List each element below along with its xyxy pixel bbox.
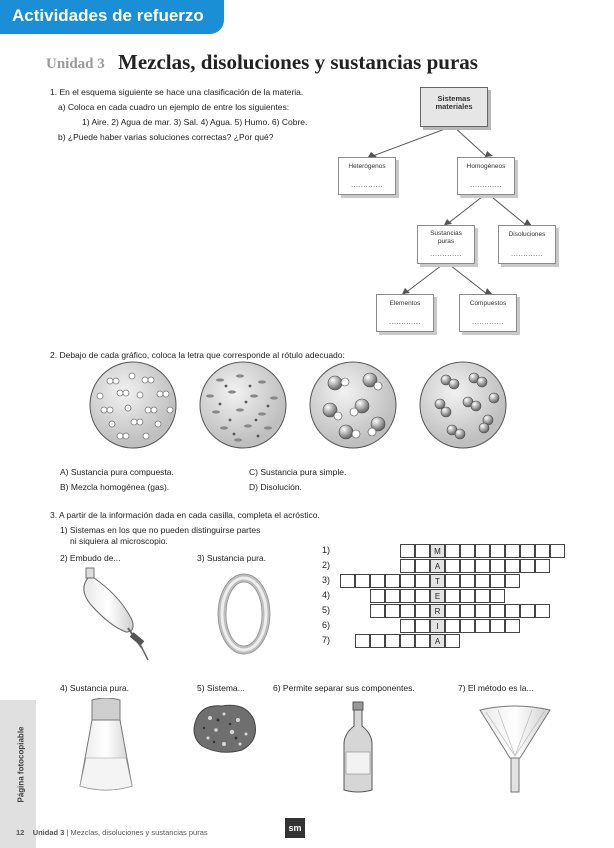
unit-tag: Unidad 3: [46, 56, 105, 72]
acrostic-cell[interactable]: [400, 604, 415, 618]
row-label: 2): [322, 560, 331, 570]
q2-option-a: A) Sustancia pura compuesta.: [60, 467, 174, 477]
particle-diagrams: [0, 358, 614, 458]
ring-illustration: [214, 572, 274, 656]
q3-clue6: 6) Permite separar sus componentes.: [273, 683, 415, 693]
acrostic-cell[interactable]: [445, 559, 460, 573]
acrostic-cell[interactable]: [505, 619, 520, 633]
row-label: 5): [322, 605, 331, 615]
acrostic-cell[interactable]: [475, 604, 490, 618]
box-disoluciones[interactable]: [498, 225, 556, 264]
salt-shaker-illustration: [76, 698, 136, 794]
acrostic-cell[interactable]: [355, 574, 370, 588]
q2-option-c: C) Sustancia pura simple.: [249, 467, 347, 477]
funnel-decantacion-illustration: [78, 566, 158, 664]
acrostic-cell[interactable]: [385, 634, 400, 648]
acrostic-cell[interactable]: [490, 544, 505, 558]
acrostic-cell[interactable]: [535, 544, 550, 558]
filter-funnel-illustration: [476, 700, 554, 796]
acrostic-cell[interactable]: [385, 604, 400, 618]
page-title: Mezclas, disoluciones y sustancias puras: [118, 50, 478, 74]
q1-title: 1. En el esquema siguiente se hace una clasificación de la materia.: [50, 87, 304, 97]
acrostic-cell[interactable]: [520, 559, 535, 573]
footer-unit: Unidad 3: [32, 828, 65, 837]
acrostic-cell[interactable]: [385, 589, 400, 603]
acrostic-cell[interactable]: [415, 619, 430, 633]
q3-clue2: 2) Embudo de...: [60, 553, 121, 563]
sm-logo: sm: [285, 818, 305, 838]
acrostic-cell[interactable]: [370, 634, 385, 648]
acrostic-cell[interactable]: [535, 604, 550, 618]
box-label: Heterógenos: [348, 163, 386, 170]
diagram-mezcla-gas: [90, 362, 176, 448]
acrostic-cell[interactable]: [505, 544, 520, 558]
acrostic-cell[interactable]: [415, 634, 430, 648]
acrostic-cell[interactable]: [355, 634, 370, 648]
acrostic-key-cell: M: [430, 544, 445, 558]
q2-option-d: D) Disolución.: [249, 482, 302, 492]
q3-title: 3. A partir de la información dada en cada casilla, completa el acróstico.: [50, 510, 320, 520]
q1-options: 1) Aire. 2) Agua de mar. 3) Sal. 4) Agua. 5) Humo. 6) Cobre.: [82, 117, 308, 127]
acrostic-cell[interactable]: [415, 559, 430, 573]
q1-a: a) Coloca en cada cuadro un ejemplo de entre los siguientes:: [58, 102, 290, 112]
box-label: Compuestos: [469, 300, 507, 307]
acrostic-cell[interactable]: [415, 544, 430, 558]
acrostic-cell[interactable]: [400, 559, 415, 573]
box-sustancias-puras[interactable]: [417, 225, 475, 264]
acrostic-cell[interactable]: [400, 574, 415, 588]
box-label: Sustancias puras: [430, 230, 462, 245]
acrostic-key-cell: E: [430, 589, 445, 603]
acrostic-cell[interactable]: [505, 574, 520, 588]
granite-rock-illustration: [190, 700, 260, 756]
diagram-disolucion: [200, 362, 286, 448]
row-label: 3): [322, 575, 331, 585]
q1-b: b) ¿Puede haber varias soluciones correctas? ¿Por qué?: [58, 132, 274, 142]
row-label: 1): [322, 545, 331, 555]
page-number: 12: [16, 828, 25, 837]
row-label: 6): [322, 620, 331, 630]
acrostic-cell[interactable]: [400, 544, 415, 558]
acrostic-cell[interactable]: [475, 619, 490, 633]
row-label: 4): [322, 590, 331, 600]
acrostic-cell[interactable]: [445, 589, 460, 603]
q3-clue1-line2: ni siquiera al microscopio.: [70, 536, 168, 546]
acrostic-key-cell: A: [430, 559, 445, 573]
box-label: Elementos: [389, 300, 421, 307]
q2-title: 2. Debajo de cada gráfico, coloca la letra que corresponde al rótulo adecuado:: [50, 350, 345, 360]
acrostic-cell[interactable]: [475, 544, 490, 558]
q3-clue3: 3) Sustancia pura.: [197, 553, 266, 563]
acrostic-key-cell: A: [430, 634, 445, 648]
q3-clue1-line1: 1) Sistemas en los que no pueden distinguirse partes: [60, 525, 261, 535]
q2-option-b: B) Mezcla homogénea (gas).: [60, 482, 170, 492]
box-sistemas-materiales: [420, 87, 488, 127]
acrostic-cell[interactable]: [550, 544, 565, 558]
acrostic-cell[interactable]: [415, 574, 430, 588]
acrostic-cell[interactable]: [505, 604, 520, 618]
answer-dots: .............: [511, 251, 543, 258]
photocopy-label: Página fotocopiable: [16, 726, 26, 803]
acrostic-cell[interactable]: [490, 559, 505, 573]
box-elementos[interactable]: [376, 294, 434, 332]
acrostic-cell[interactable]: [340, 574, 355, 588]
acrostic-cell[interactable]: [385, 574, 400, 588]
footer-title: Mezclas, disoluciones y sustancias puras: [70, 828, 208, 837]
acrostic-cell[interactable]: [520, 544, 535, 558]
bottle-illustration: [340, 700, 376, 796]
diagram-sustancia-compuesta: [310, 362, 396, 448]
box-label: Disoluciones: [508, 231, 546, 238]
diagram-sustancia-simple: [420, 362, 506, 448]
acrostic-key-cell: I: [430, 619, 445, 633]
acrostic-cell[interactable]: [445, 574, 460, 588]
answer-dots: .............: [472, 319, 504, 326]
answer-dots: .............: [430, 251, 462, 258]
box-homogeneos[interactable]: [457, 157, 515, 195]
acrostic-cell[interactable]: [445, 604, 460, 618]
box-label: Homogéneos: [466, 163, 506, 170]
acrostic-cell[interactable]: [475, 574, 490, 588]
acrostic-cell[interactable]: [505, 559, 520, 573]
acrostic-cell[interactable]: [490, 619, 505, 633]
acrostic-cell[interactable]: [460, 559, 475, 573]
acrostic-cell[interactable]: [415, 604, 430, 618]
answer-dots: .............: [389, 319, 421, 326]
acrostic-cell[interactable]: [490, 589, 505, 603]
acrostic-cell[interactable]: [445, 619, 460, 633]
acrostic-cell[interactable]: [370, 574, 385, 588]
acrostic-cell[interactable]: [535, 559, 550, 573]
footer-separator: |: [66, 828, 69, 837]
acrostic-cell[interactable]: [370, 589, 385, 603]
diagram-connectors: [0, 0, 614, 340]
q3-clue5: 5) Sistema...: [197, 683, 245, 693]
acrostic-cell[interactable]: [475, 559, 490, 573]
acrostic-cell[interactable]: [460, 589, 475, 603]
acrostic-cell[interactable]: [370, 604, 385, 618]
acrostic-cell[interactable]: [415, 589, 430, 603]
acrostic-cell[interactable]: [460, 574, 475, 588]
row-label: 7): [322, 635, 331, 645]
acrostic-key-cell: T: [430, 574, 445, 588]
acrostic-cell[interactable]: [520, 604, 535, 618]
acrostic-cell[interactable]: [400, 619, 415, 633]
acrostic-cell[interactable]: [460, 619, 475, 633]
acrostic-cell[interactable]: [400, 634, 415, 648]
answer-dots: .............: [470, 182, 502, 189]
acrostic-cell[interactable]: [445, 544, 460, 558]
q3-clue4: 4) Sustancia pura.: [60, 683, 129, 693]
acrostic-cell[interactable]: [400, 589, 415, 603]
acrostic-cell[interactable]: [475, 589, 490, 603]
answer-dots: .............: [351, 182, 383, 189]
box-heterogeneos[interactable]: [338, 157, 396, 195]
acrostic-cell[interactable]: [490, 574, 505, 588]
acrostic-cell[interactable]: [490, 604, 505, 618]
acrostic-cell[interactable]: [445, 634, 460, 648]
q3-clue7: 7) El método es la...: [458, 683, 534, 693]
footer: [16, 828, 208, 837]
box-compuestos[interactable]: [459, 294, 517, 332]
acrostic-key-cell: R: [430, 604, 445, 618]
section-tab-label: Actividades de refuerzo: [12, 6, 204, 25]
acrostic-cell[interactable]: [460, 544, 475, 558]
box-label: Sistemas materiales: [435, 94, 473, 111]
acrostic-cell[interactable]: [460, 604, 475, 618]
